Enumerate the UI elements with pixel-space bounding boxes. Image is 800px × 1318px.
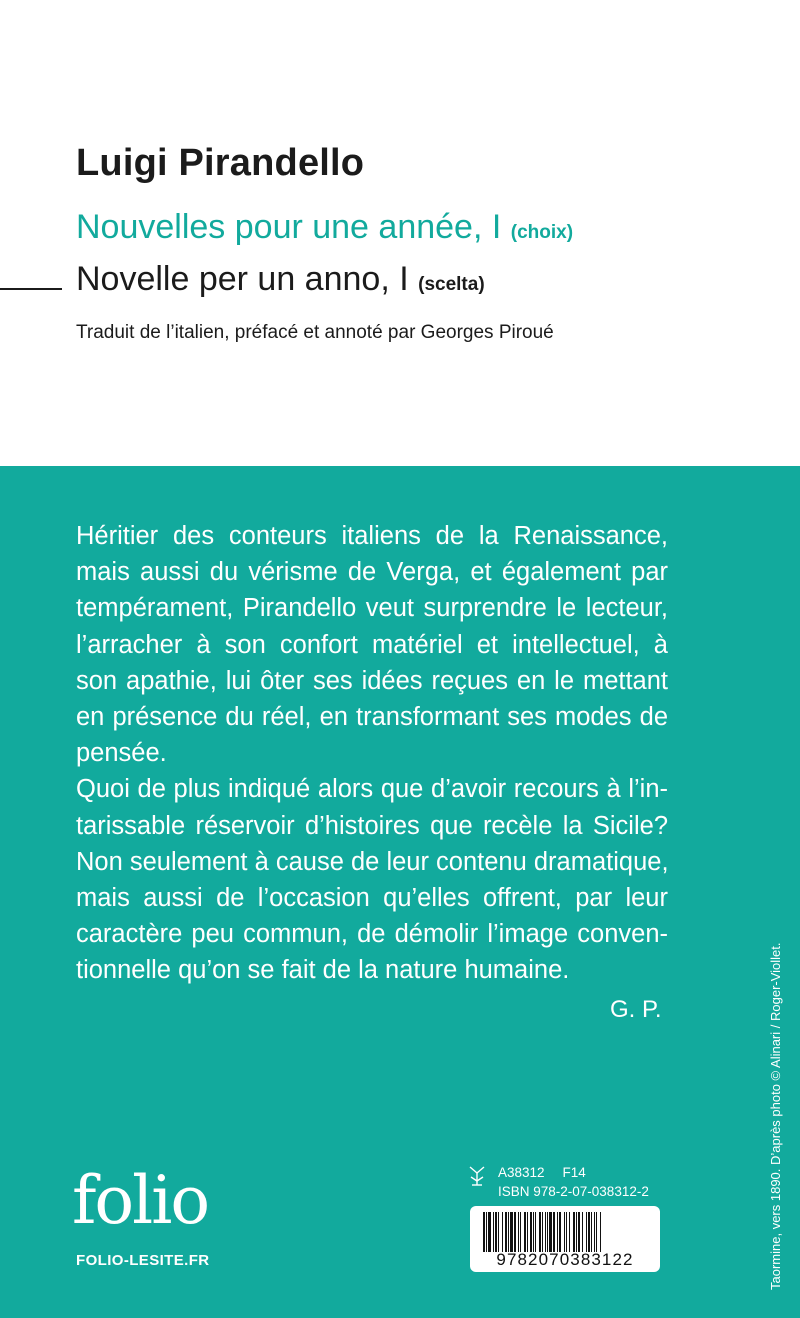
barcode-bar [527, 1212, 528, 1252]
book-codes [498, 1163, 649, 1201]
barcode-bar [524, 1212, 526, 1252]
barcode-bar [510, 1212, 513, 1252]
barcode-bar [564, 1212, 565, 1252]
title-french-note: (choix) [510, 222, 574, 243]
publisher-website: FOLIO-LESITE.FR [76, 1252, 210, 1269]
barcode-bar [569, 1212, 570, 1252]
photo-credit: Taormine, vers 1890. D’après photo © Alinari / Roger-Viollet. [768, 942, 783, 1290]
blurb-line: Quoi de plus indiqué alors que d’avoir recours à l’in- [76, 775, 668, 804]
barcode-bar [502, 1212, 503, 1252]
blurb-line: Non seulement à cause de leur contenu dramatique, [76, 847, 669, 876]
author-name: Luigi Pirandello [76, 142, 365, 184]
barcode-bar [498, 1212, 499, 1252]
title-french-text: Nouvelles pour une année, I [76, 208, 502, 246]
blurb-line: pensée. [76, 739, 167, 768]
blurb-line: tionnelle qu’on se fait de la nature humaine. [76, 956, 570, 985]
barcode-bar [547, 1212, 548, 1252]
barcode-bar [578, 1212, 580, 1252]
title-italian [76, 260, 485, 299]
barcode-bar [483, 1212, 485, 1252]
product-code: A38312 [498, 1165, 545, 1180]
barcode-bar [518, 1212, 519, 1252]
title-rule [0, 288, 62, 290]
folio-logo: folio [72, 1162, 209, 1239]
barcode-bar [505, 1212, 507, 1252]
barcode-bar [588, 1212, 590, 1252]
barcode-bar [586, 1212, 587, 1252]
title-italian-note: (scelta) [418, 274, 485, 295]
barcode-bar [520, 1212, 521, 1252]
blurb-line: mais aussi du vérisme de Verga, et également par [76, 558, 668, 587]
publisher-mark-icon [468, 1164, 486, 1188]
barcode-digits: 9782070383122 [496, 1250, 634, 1269]
barcode-bar [582, 1212, 583, 1252]
blurb-line: son apathie, lui ôter ses idées reçues en le mettant [76, 666, 668, 695]
barcode-bar [493, 1212, 494, 1252]
barcode-bar [553, 1212, 555, 1252]
barcode-bar [600, 1212, 601, 1252]
isbn-text: ISBN 978-2-07-038312-2 [498, 1184, 649, 1199]
barcode-bars [482, 1212, 648, 1252]
blurb-line: tempérament, Pirandello veut surprendre le lecteur, [76, 594, 668, 623]
barcode-bar [514, 1212, 516, 1252]
barcode-bar [594, 1212, 595, 1252]
barcode-bar [566, 1212, 567, 1252]
barcode-bar [596, 1212, 597, 1252]
barcode-bar [591, 1212, 592, 1252]
barcode [470, 1206, 660, 1272]
blurb-line: mais aussi de l’occasion qu’elles offrent, par leur [76, 884, 668, 913]
barcode-bar [573, 1212, 575, 1252]
blurb-line: caractère peu commun, de démolir l’image conven- [76, 920, 668, 949]
title-french [76, 208, 573, 247]
barcode-bar [495, 1212, 497, 1252]
barcode-bar [576, 1212, 577, 1252]
blurb-line: tarissable réservoir d’histoires que recèle la Sicile? [76, 811, 668, 840]
blurb-line: en présence du réel, en transformant ses modes de [76, 703, 668, 732]
blurb-signature: G. P. [610, 996, 662, 1023]
barcode-bar [508, 1212, 509, 1252]
barcode-bar [539, 1212, 541, 1252]
barcode-bar [533, 1212, 534, 1252]
price-code: F14 [562, 1165, 586, 1180]
barcode-bar [559, 1212, 561, 1252]
barcode-bar [545, 1212, 546, 1252]
barcode-bar [530, 1212, 532, 1252]
barcode-bar [542, 1212, 543, 1252]
translator-credit: Traduit de l’italien, préfacé et annoté par Georges Piroué [76, 322, 554, 343]
blurb-line: Héritier des conteurs italiens de la Renaissance, [76, 522, 668, 550]
barcode-bar [557, 1212, 558, 1252]
barcode-bar [535, 1212, 536, 1252]
barcode-bar [549, 1212, 552, 1252]
title-italian-text: Novelle per un anno, I [76, 260, 409, 298]
blurb-line: l’arracher à son confort matériel et intellectuel, à [76, 630, 668, 659]
barcode-bar [486, 1212, 487, 1252]
back-cover-blurb [76, 518, 668, 989]
barcode-bar [488, 1212, 491, 1252]
